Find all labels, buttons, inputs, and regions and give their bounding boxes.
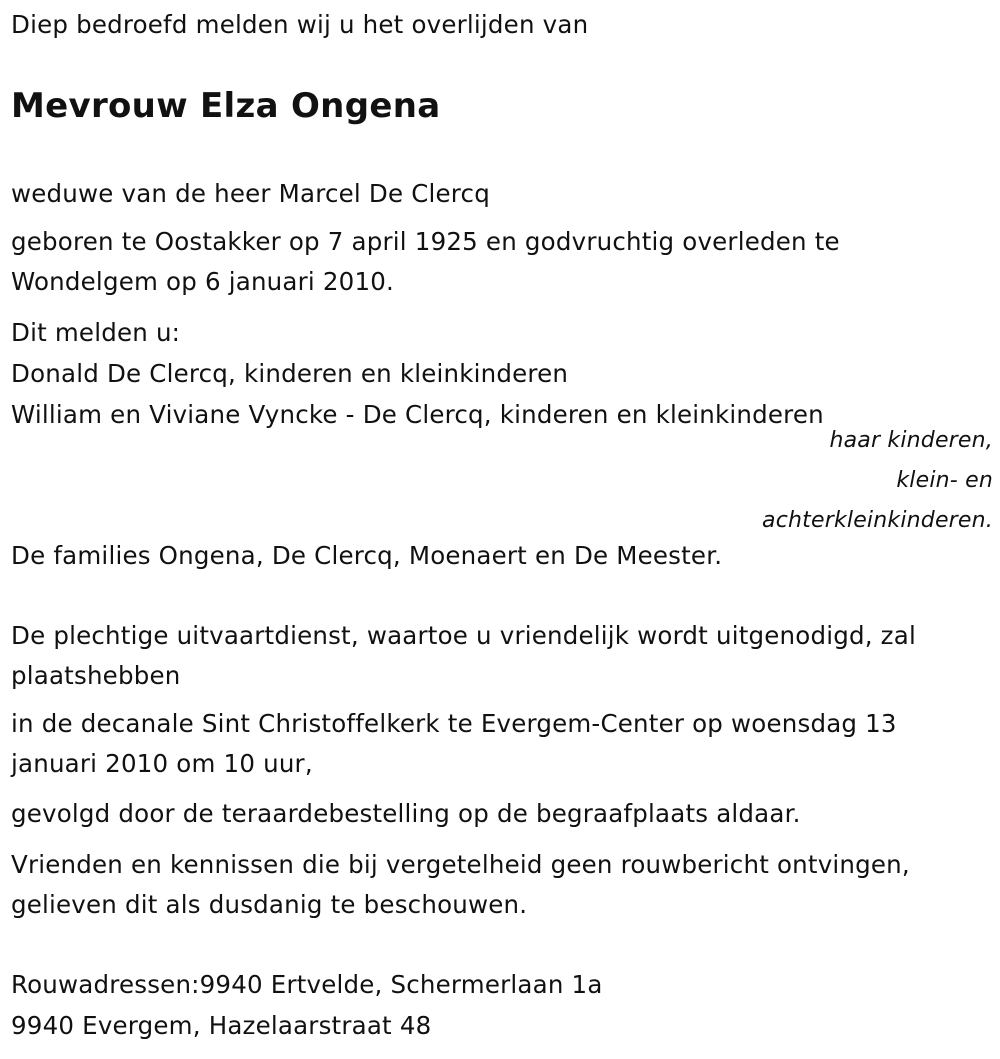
service-place-line-2: januari 2010 om 10 uur, [11,749,313,778]
deceased-name: Mevrouw Elza Ongena [11,86,441,126]
service-line-2: plaatshebben [11,661,181,690]
service-line-1: De plechtige uitvaartdienst, waartoe u vriendelijk wordt uitgenodigd, zal [11,621,916,650]
signature-block [762,421,993,541]
families-text: De families Ongena, De Clercq, Moenaert en De Meester. [11,541,723,570]
announcers-block [11,312,824,435]
friends-line-1: Vrienden en kennissen die bij vergetelheid geen rouwbericht ontvingen, [11,850,910,879]
birth-death-line-1: geboren te Oostakker op 7 april 1925 en godvruchtig overleden te [11,227,840,256]
burial-text: gevolgd door de teraardebestelling op de begraafplaats aldaar. [11,799,801,828]
address-line-1: Rouwadressen:9940 Ertvelde, Schermerlaan 1a [11,970,603,999]
signature-line-1: haar kinderen, [829,428,993,453]
service-place-line-1: in de decanale Sint Christoffelkerk te Evergem-Center op woensdag 13 [11,709,897,738]
birth-death-paragraph [11,222,840,302]
announcer-1: Donald De Clercq, kinderen en kleinkinderen [11,359,569,388]
mourning-addresses [11,964,603,1046]
intro-text: Diep bedroefd melden wij u het overlijden van [11,10,589,39]
friends-line-2: gelieven dit als dusdanig te beschouwen. [11,890,528,919]
announcer-2: William en Viviane Vyncke - De Clercq, kinderen en kleinkinderen [11,400,824,429]
widow-of-text: weduwe van de heer Marcel De Clercq [11,179,490,208]
birth-death-line-2: Wondelgem op 6 januari 2010. [11,267,395,296]
address-line-2: 9940 Evergem, Hazelaarstraat 48 [11,1011,432,1040]
service-paragraph [11,616,916,696]
signature-line-2: klein- en [896,468,993,493]
service-place-paragraph [11,704,897,784]
friends-paragraph [11,845,910,925]
signature-line-3: achterkleinkinderen. [762,508,993,533]
announced-by-label: Dit melden u: [11,318,181,347]
